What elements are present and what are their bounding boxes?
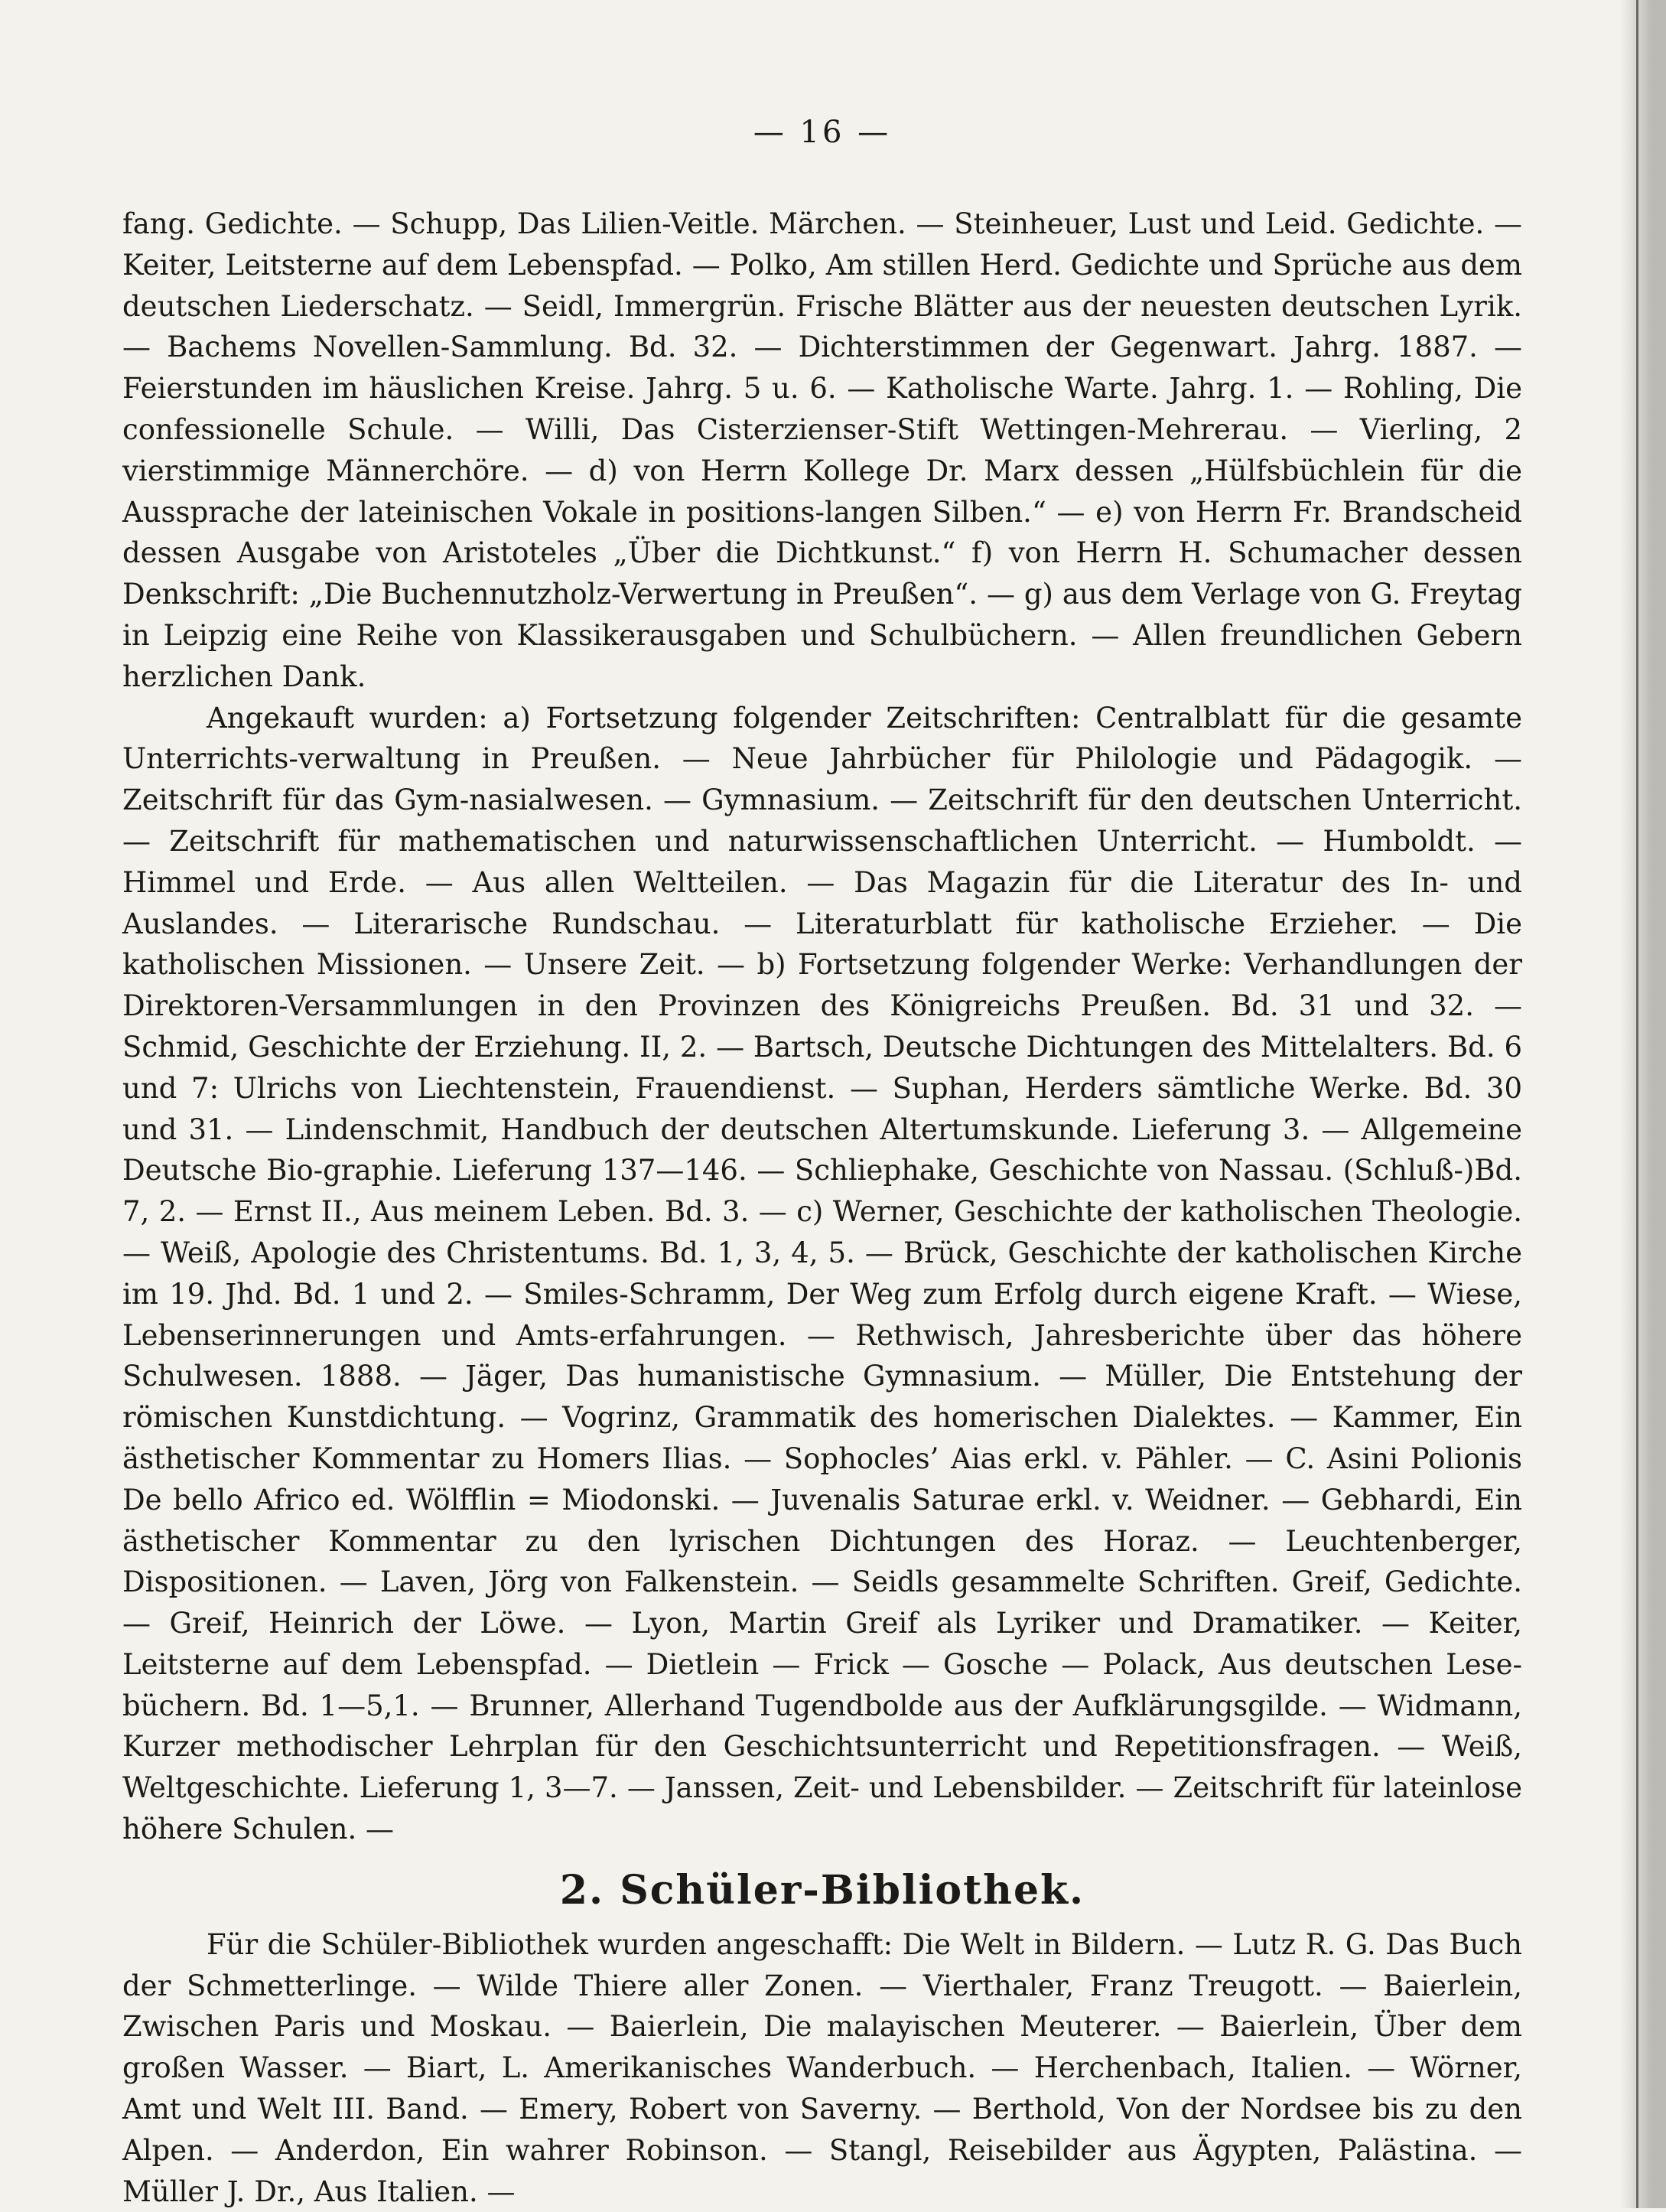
page-gutter-shadow <box>1620 0 1666 2208</box>
purchased-items-paragraph: Angekauft wurden: a) Fortsetzung folgender Zeitschriften: Centralblatt für die gesamte Unterrichts-verwaltung in Preußen. — Neue Jahrbücher für Philologie und Pädagogik. — Zeitschrift für das Gym-nasialwesen. — Gymnasium. — Zeitschrift für den deutschen Unterricht. — Zeitschrift für mathematischen und naturwissenschaftlichen Unterricht. — Humboldt. — Himmel und Erde. — Aus allen Weltteilen. — Das Magazin für die Literatur des In- und Auslandes. — Literarische Rundschau. — Literaturblatt für katholische Erzieher. — Die katholischen Missionen. — Unsere Zeit. — b) Fortsetzung folgender Werke: Verhandlungen der Direktoren-Versammlungen in den Provinzen des Königreichs Preußen. Bd. 31 und 32. — Schmid, Geschichte der Erziehung. II, 2. — Bartsch, Deutsche Dichtungen des Mittelalters. Bd. 6 und 7: Ulrichs von Liechtenstein, Frauendienst. — Suphan, Herders sämtliche Werke. Bd. 30 und 31. — Lindenschmit, Handbuch der deutschen Altertumskunde. Lieferung 3. — Allgemeine Deutsche Bio-graphie. Lieferung 137—146. — Schliephake, Geschichte von Nassau. (Schluß-)Bd. 7, 2. — Ernst II., Aus meinem Leben. Bd. 3. — c) Werner, Geschichte der katholischen Theologie. — Weiß, Apologie des Christentums. Bd. 1, 3, 4, 5. — Brück, Geschichte der katholischen Kirche im 19. Jhd. Bd. 1 und 2. — Smiles-Schramm, Der Weg zum Erfolg durch eigene Kraft. — Wiese, Lebenserinnerungen und Amts-erfahrungen. — Rethwisch, Jahresberichte über das höhere Schulwesen. 1888. — Jäger, Das humanistische Gymnasium. — Müller, Die Entstehung der römischen Kunstdichtung. — Vogrinz, Grammatik des homerischen Dialektes. — Kammer, Ein ästhetischer Kommentar zu Homers Ilias. — Sophocles’ Aias erkl. v. Pähler. — C. Asini Polionis De bello Africo ed. Wölfflin = Miodonski. — Juvenalis Saturae erkl. v. Weidner. — Gebhardi, Ein ästhetischer Kommentar zu den lyrischen Dichtungen des Horaz. — Leuchtenberger, Dispositionen. — Laven, Jörg von Falkenstein. — Seidls gesammelte Schriften. Greif, Gedichte. — Greif, Heinrich der Löwe. — Lyon, Martin Greif als Lyriker und Dramatiker. — Keiter, Leitsterne auf dem Lebenspfad. — Dietlein — Frick — Gosche — Polack, Aus deutschen Lese-büchern. Bd. 1—5,1. — Brunner, Allerhand Tugendbolde aus der Aufklärungsgilde. — Widmann, Kurzer methodischer Lehrplan für den Geschichtsunterricht und Repetitionsfragen. — Weiß, Weltgeschichte. Lieferung 1, 3—7. — Janssen, Zeit- und Lebensbilder. — Zeitschrift für lateinlose höhere Schulen. — <box>122 701 1522 1846</box>
page-number: — 16 — <box>753 115 892 150</box>
section2-heading: 2. Schüler-Bibliothek. <box>559 1866 1085 1914</box>
section1-continuation-paragraph: fang. Gedichte. — Schupp, Das Lilien-Veitle. Märchen. — Steinheuer, Lust und Leid. Gedichte. — Keiter, Leitsterne auf dem Lebenspfad. — Polko, Am stillen Herd. Gedichte und Sprüche aus dem deutschen Liederschatz. — Seidl, Immergrün. Frische Blätter aus der neuesten deutschen Lyrik. — Bachems Novellen-Sammlung. Bd. 32. — Dichterstimmen der Gegenwart. Jahrg. 1887. — Feierstunden im häuslichen Kreise. Jahrg. 5 u. 6. — Katholische Warte. Jahrg. 1. — Rohling, Die confessionelle Schule. — Willi, Das Cisterzienser-Stift Wettingen-Mehrerau. — Vierling, 2 vierstimmige Männerchöre. — d) von Herrn Kollege Dr. Marx dessen „Hülfsbüchlein für die Aussprache der lateinischen Vokale in positions-langen Silben.“ — e) von Herrn Fr. Brandscheid dessen Ausgabe von Aristoteles „Über die Dichtkunst.“ f) von Herrn H. Schumacher dessen Denkschrift: „Die Buchennutzholz-Verwertung in Preußen“. — g) aus dem Verlage von G. Freytag in Leipzig eine Reihe von Klassikerausgaben und Schulbüchern. — Allen freundlichen Gebern herzlichen Dank. <box>122 207 1522 693</box>
page-edge-line <box>1636 0 1638 2208</box>
page-content <box>122 115 1522 2212</box>
student-library-paragraph: Für die Schüler-Bibliothek wurden angeschafft: Die Welt in Bildern. — Lutz R. G. Das Buch der Schmetterlinge. — Wilde Thiere aller Zonen. — Vierthaler, Franz Treugott. — Baierlein, Zwischen Paris und Moskau. — Baierlein, Die malayischen Meuterer. — Baierlein, Über dem großen Wasser. — Biart, L. Amerikanisches Wanderbuch. — Herchenbach, Italien. — Wörner, Amt und Welt III. Band. — Emery, Robert von Saverny. — Berthold, Von der Nordsee bis zu den Alpen. — Anderdon, Ein wahrer Robinson. — Stangl, Reisebilder aus Ägypten, Palästina. — Müller J. Dr., Aus Italien. — <box>122 1927 1522 2208</box>
